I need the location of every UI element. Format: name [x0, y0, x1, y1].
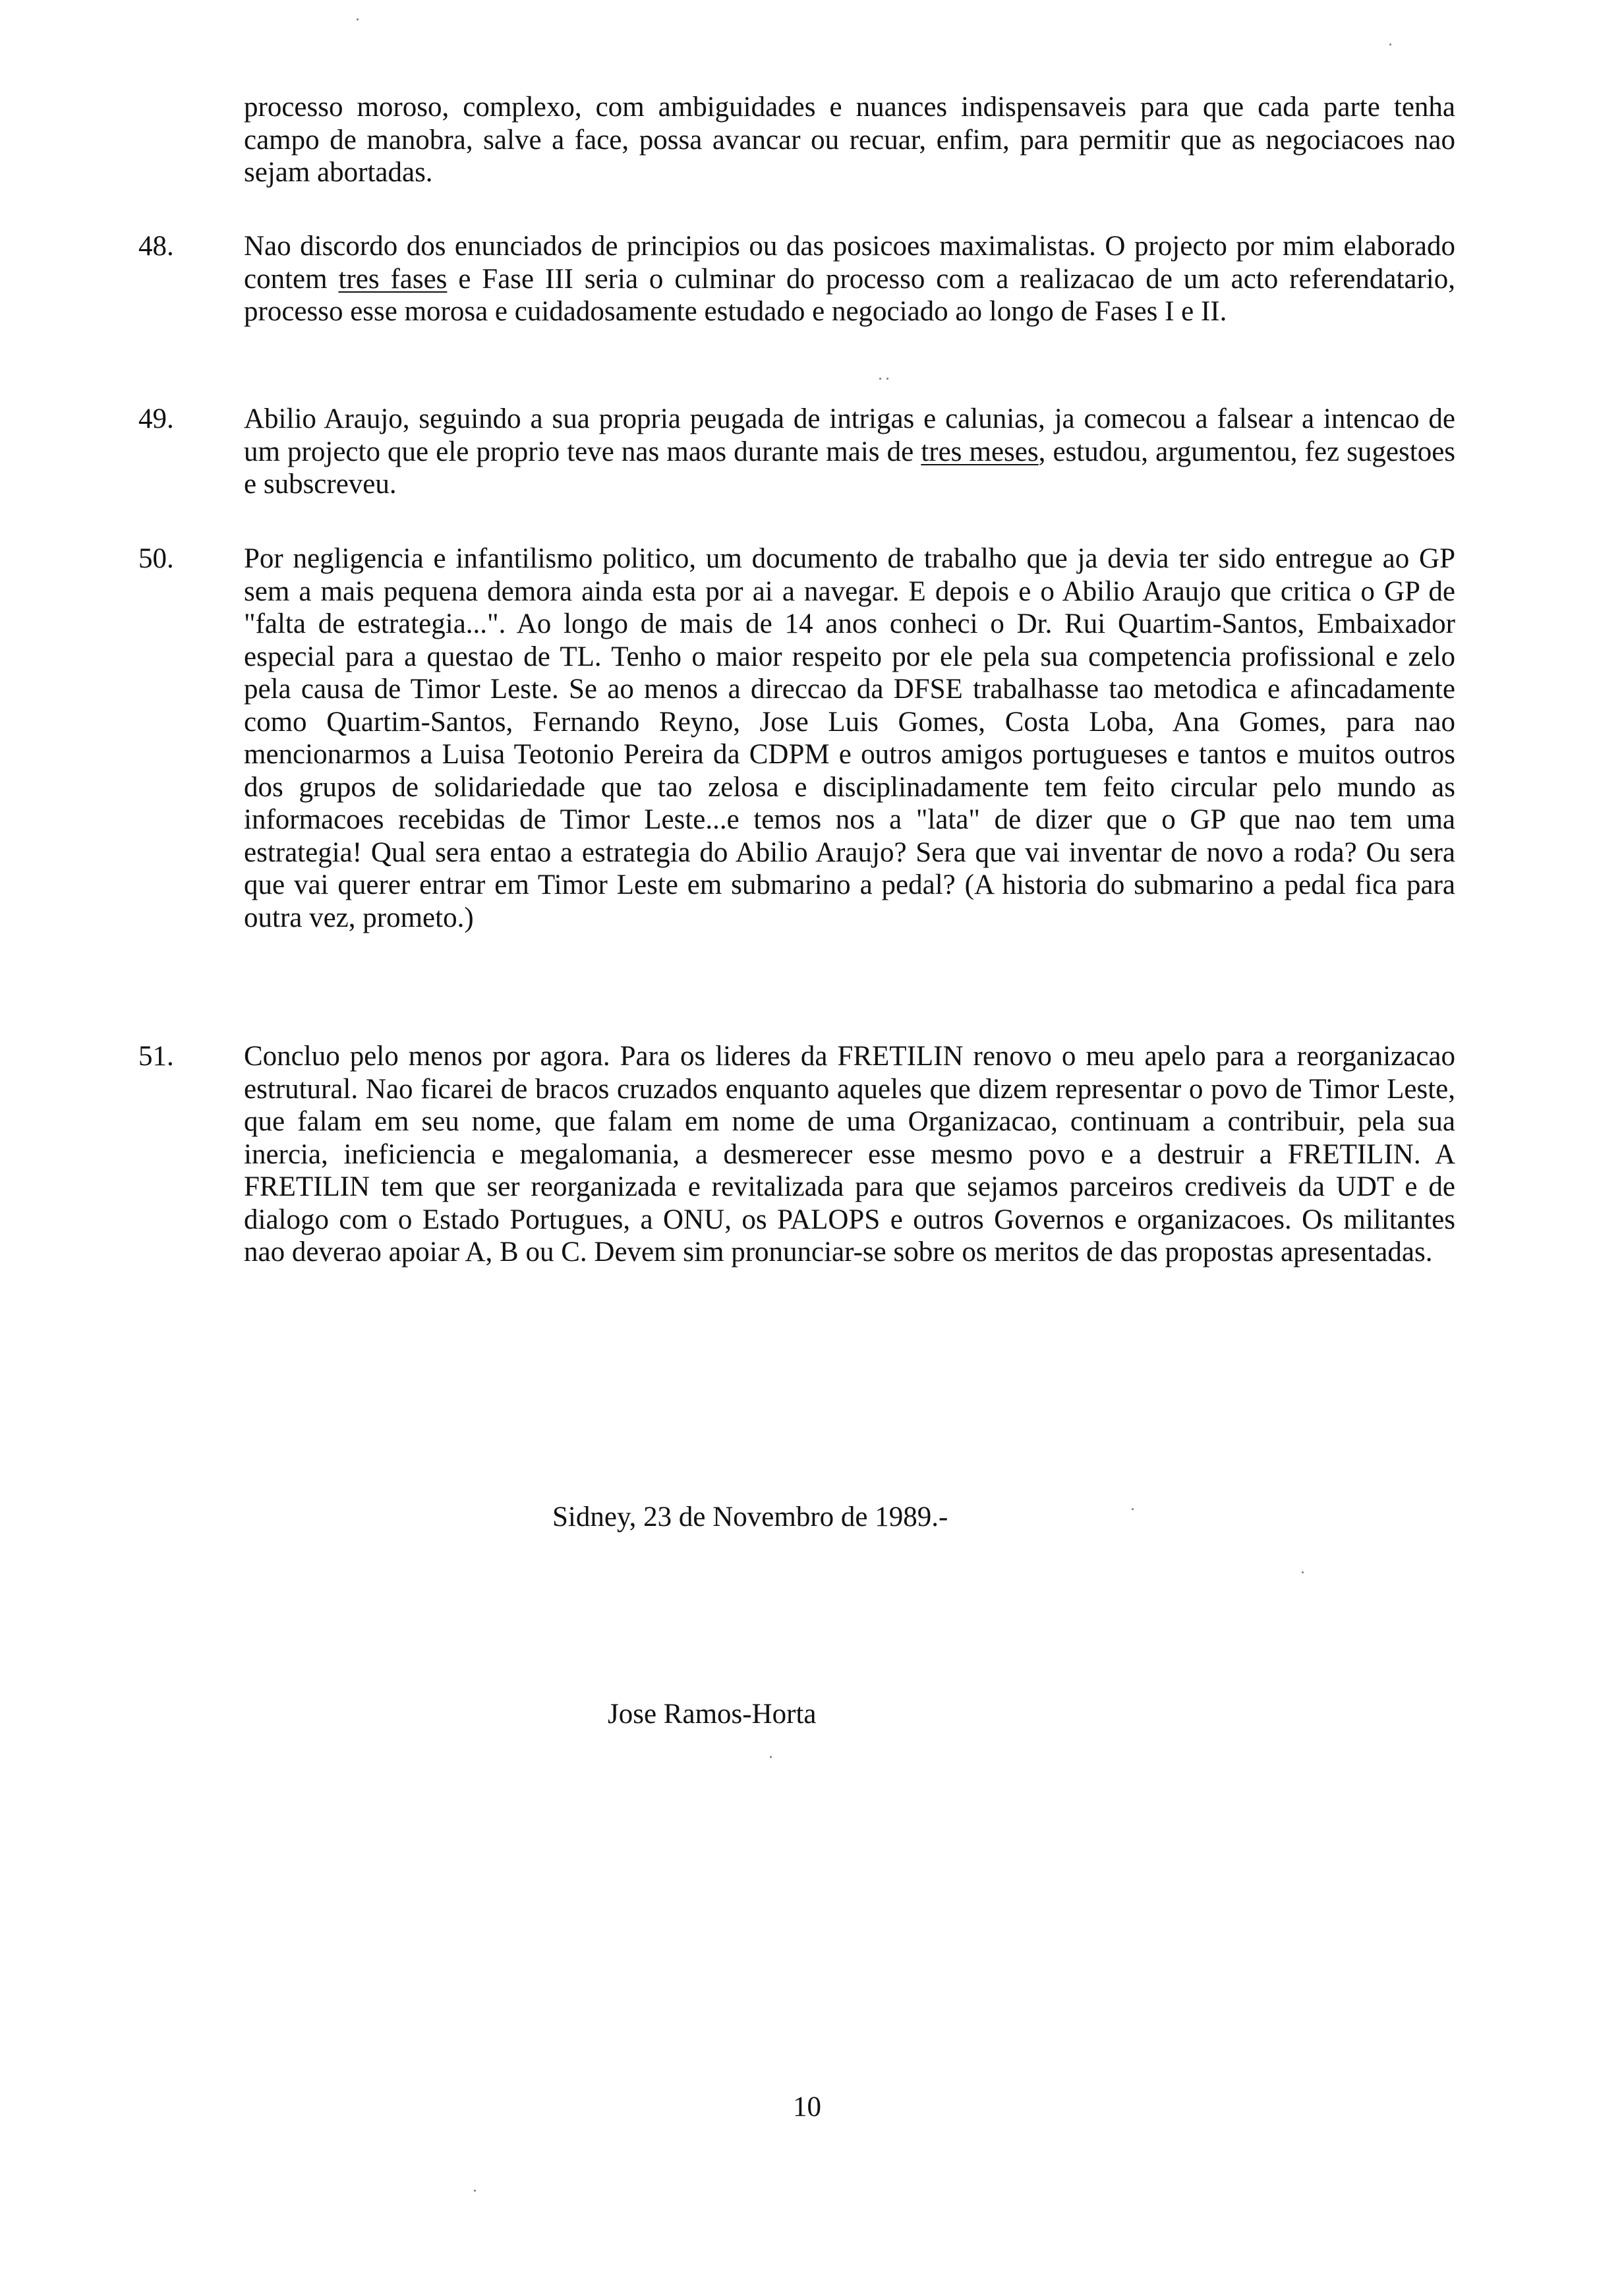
underlined-text: tres fases: [338, 263, 448, 295]
scan-speck: [1302, 1571, 1304, 1573]
item-number: 49.: [138, 403, 174, 434]
scan-speck: [886, 378, 888, 380]
item-text: Concluo pelo menos por agora. Para os lideres da FRETILIN renovo o meu apelo para a reorganizacao estrutural. Nao ficarei de bracos cruzados enquanto aqueles que dizem representar o povo de Timor Leste, que falam em seu nome, que falam em nome de uma Organizacao, continuam a contribuir, pela sua inercia, ineficiencia e megalomania, a desmerecer esse mesmo povo e a destruir a FRETILIN. A FRETILIN tem que ser reorganizada e revitalizada para que sejamos parceiros crediveis da UDT e de dialogo com o Estado Portugues, a ONU, os PALOPS e outros Governos e organizacoes. Os militantes nao deverao apoiar A, B ou C. Devem sim pronunciar-se sobre os meritos de das propostas apresentadas.: [244, 1041, 1455, 1268]
item-text: e Fase III seria o culminar do processo com a realizacao de um acto referendatario, processo esse morosa e cuidadosamente estudado e negociado ao longo de Fases I e II.: [244, 263, 1455, 327]
item-text: Abilio Araujo, seguindo a sua propria peugada de intrigas e calunias, ja comecou a falsear a intencao de um projecto que ele proprio teve nas maos durante mais de: [244, 403, 1455, 467]
item-text: Nao discordo dos enunciados de principios ou das posicoes maximalistas. O projecto por mim elaborado contem: [244, 231, 1455, 295]
page-number: 10: [793, 2091, 821, 2122]
item-paragraph: [244, 1040, 1455, 1269]
item-paragraph: [244, 542, 1455, 934]
scan-speck: [1132, 1508, 1134, 1510]
intro-paragraph: processo moroso, complexo, com ambiguidades e nuances indispensaveis para que cada parte tenha campo de manobra, salve a face, possa avancar ou recuar, enfim, para permitir que as negociacoes nao sejam abortadas.: [244, 92, 1455, 188]
item-paragraph: [244, 230, 1455, 328]
item-number: 51.: [138, 1041, 174, 1072]
scan-speck: [357, 18, 359, 20]
scan-speck: [1389, 44, 1391, 45]
item-paragraph: [244, 403, 1455, 501]
scan-speck: [770, 1756, 772, 1758]
scan-speck: [879, 378, 881, 380]
place-date: Sidney, 23 de Novembro de 1989.-: [552, 1502, 948, 1533]
item-number: 50.: [138, 543, 174, 574]
signature: Jose Ramos-Horta: [608, 1699, 817, 1730]
underlined-text: tres meses: [921, 436, 1039, 467]
item-text: , estudou, argumentou, fez sugestoes e subscreveu.: [244, 436, 1456, 500]
item-number: 48.: [138, 231, 174, 262]
item-text: Por negligencia e infantilismo politico, um documento de trabalho que ja devia ter sido entregue ao GP sem a mais pequena demora ainda esta por ai a navegar. E depois e o Abilio Araujo que critica o GP de "falta de estrategia...". Ao longo de mais de 14 anos conheci o Dr. Rui Quartim-Santos, Embaixador especial para a questao de TL. Tenho o maior respeito por ele pela sua competencia profissional e zelo pela causa de Timor Leste. Se ao menos a direccao da DFSE trabalhasse tao metodica e afincadamente como Quartim-Santos, Fernando Reyno, Jose Luis Gomes, Costa Loba, Ana Gomes, para nao mencionarmos a Luisa Teotonio Pereira da CDPM e outros amigos portugueses e tantos e muitos outros dos grupos de solidariedade que tao zelosa e disciplinadamente tem feito circular pelo mundo as informacoes recebidas de Timor Leste...e temos nos a "lata" de dizer que o GP que nao tem uma estrategia! Qual sera entao a estrategia do Abilio Araujo? Sera que vai inventar de novo a roda? Ou sera que vai querer entrar em Timor Leste em submarino a pedal? (A historia do submarino a pedal fica para outra vez, prometo.): [244, 543, 1455, 933]
scan-speck: [474, 2190, 476, 2192]
